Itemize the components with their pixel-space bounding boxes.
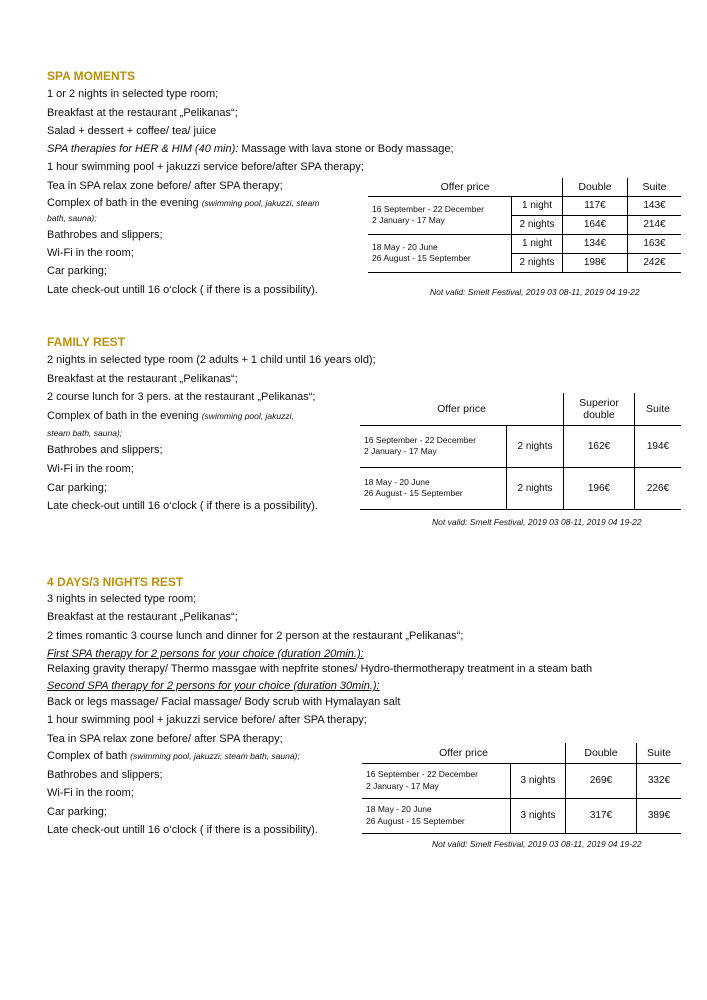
date-range: 16 September - 22 December: [366, 769, 478, 780]
date-range: 18 May - 20 June: [372, 241, 438, 252]
spa-moments-title: SPA MOMENTS: [47, 69, 136, 83]
col-double: Double: [566, 743, 637, 763]
spa-price-table: [368, 178, 681, 273]
col-suite: Suite: [637, 743, 682, 763]
spa-therapy-label: SPA therapies for HER & HIM (40 min):: [47, 143, 239, 155]
nights-cell: 1 night: [512, 234, 563, 253]
date-range: 2 January - 17 May: [372, 215, 445, 225]
nights-cell: 2 nights: [512, 215, 563, 234]
bath-text: Complex of bath in the evening: [47, 410, 202, 422]
price-suite: 389€: [637, 798, 682, 833]
days-line: 2 times romantic 3 course lunch and dinner for 2 person at the restaurant „Pelikanas“;: [47, 630, 464, 642]
spa-line: [47, 143, 454, 155]
days-line: Wi-Fi in the room;: [47, 787, 134, 799]
nights-cell: 2 nights: [512, 253, 563, 272]
date-range: 18 May - 20 June: [366, 804, 432, 815]
col-suite: Suite: [628, 178, 682, 196]
superior-label: Superior: [579, 396, 619, 409]
not-valid-note: Not valid: Smelt Festival, 2019 03 08-11, 2019 04 19-22: [430, 287, 640, 297]
days-line: 1 hour swimming pool + jakuzzi service before/ after SPA therapy;: [47, 714, 367, 726]
nights-cell: 2 nights: [507, 425, 564, 467]
family-line: Late check-out untill 16 o‘clock ( if there is a possibility).: [47, 500, 318, 512]
not-valid-note: Not valid: Smelt Festival, 2019 03 08-11, 2019 04 19-22: [432, 839, 642, 849]
spa-line: [47, 197, 319, 209]
spa-line: 1 hour swimming pool + jakuzzi service before/after SPA therapy;: [47, 161, 364, 173]
family-line: 2 nights in selected type room (2 adults + 1 child until 16 years old);: [47, 354, 376, 366]
bath-detail: (swimming pool, jakuzzi,: [201, 411, 294, 421]
days-line: Breakfast at the restaurant „Pelikanas“;: [47, 611, 238, 623]
date-range: 2 January - 17 May: [366, 780, 439, 791]
col-superior-double: [564, 393, 635, 425]
price-double: 198€: [563, 253, 628, 272]
nights-cell: 2 nights: [507, 467, 564, 509]
days-line: Late check-out untill 16 o‘clock ( if there is a possibility).: [47, 824, 318, 836]
days-rest-title: 4 DAYS/3 NIGHTS REST: [47, 575, 184, 589]
price-suite: 226€: [635, 467, 682, 509]
col-offer-price: Offer price: [362, 743, 566, 763]
season-dates: [360, 467, 507, 509]
spa-line: Wi-Fi in the room;: [47, 247, 134, 259]
nights-cell: 1 night: [512, 196, 563, 215]
bath-text: Complex of bath in the evening: [47, 197, 202, 209]
bath-text: Complex of bath: [47, 750, 131, 762]
season-dates: [362, 798, 511, 833]
price-double: 269€: [566, 763, 637, 798]
family-line: Bathrobes and slippers;: [47, 444, 163, 456]
family-line: Car parking;: [47, 482, 107, 494]
price-double: 117€: [563, 196, 628, 215]
days-line: Car parking;: [47, 806, 107, 818]
second-therapy-heading: Second SPA therapy for 2 persons for your choice (duration 30min.):: [47, 680, 380, 692]
spa-line: Car parking;: [47, 265, 107, 277]
season-dates: [368, 196, 512, 234]
spa-therapy-text: Massage with lava stone or Body massage;: [238, 143, 454, 155]
days-line: Tea in SPA relax zone before/ after SPA therapy;: [47, 733, 283, 745]
double-label: double: [583, 408, 615, 421]
col-offer-price: Offer price: [360, 393, 564, 425]
bath-detail-cont: bath, sauna);: [47, 213, 97, 223]
spa-line: Bathrobes and slippers;: [47, 229, 163, 241]
date-range: 16 September - 22 December: [364, 434, 476, 445]
season-dates: [368, 234, 512, 272]
days-line: Relaxing gravity therapy/ Thermo massgae with nepfrite stones/ Hydro-thermotherapy treatment in a steam bath: [47, 663, 593, 675]
days-line: [47, 750, 300, 762]
family-line: Breakfast at the restaurant „Pelikanas“;: [47, 373, 238, 385]
date-range: 2 January - 17 May: [364, 446, 437, 456]
bath-detail: (swimming pool, jakuzzi, steam bath, sauna);: [130, 751, 300, 761]
spa-line: Breakfast at the restaurant „Pelikanas“;: [47, 107, 238, 119]
family-line: 2 course lunch for 3 pers. at the restaurant „Pelikanas“;: [47, 391, 316, 403]
spa-line: 1 or 2 nights in selected type room;: [47, 88, 219, 100]
price-suite: 194€: [635, 425, 682, 467]
season-dates: [362, 763, 511, 798]
col-suite: Suite: [635, 393, 682, 425]
family-rest-title: FAMILY REST: [47, 335, 126, 349]
price-suite: 143€: [628, 196, 682, 215]
col-offer-price: Offer price: [368, 178, 563, 196]
days-line: Back or legs massage/ Facial massage/ Body scrub with Hymalayan salt: [47, 696, 401, 708]
spa-line: Tea in SPA relax zone before/ after SPA therapy;: [47, 180, 283, 192]
price-suite: 214€: [628, 215, 682, 234]
nights-cell: 3 nights: [511, 763, 566, 798]
price-double: 317€: [566, 798, 637, 833]
date-range: 16 September - 22 December: [372, 203, 484, 214]
price-double: 164€: [563, 215, 628, 234]
days-line: 3 nights in selected type room;: [47, 593, 197, 605]
price-suite: 242€: [628, 253, 682, 272]
price-double: 134€: [563, 234, 628, 253]
date-range: 26 August - 15 September: [364, 488, 463, 498]
family-line: Wi-Fi in the room;: [47, 463, 134, 475]
first-therapy-heading: First SPA therapy for 2 persons for your choice (duration 20min.):: [47, 648, 364, 660]
family-line: [47, 410, 294, 422]
date-range: 18 May - 20 June: [364, 476, 430, 487]
bath-detail-cont: steam bath, sauna);: [47, 428, 123, 438]
days-price-table: [362, 743, 681, 834]
not-valid-note: Not valid: Smelt Festival, 2019 03 08-11, 2019 04 19-22: [432, 517, 642, 527]
season-dates: [360, 425, 507, 467]
price-suite: 332€: [637, 763, 682, 798]
spa-line: Late check-out untill 16 o‘clock ( if there is a possibility).: [47, 284, 318, 296]
col-double: Double: [563, 178, 628, 196]
price-suite: 163€: [628, 234, 682, 253]
price-double: 162€: [564, 425, 635, 467]
date-range: 26 August - 15 September: [366, 815, 465, 826]
family-price-table: [360, 393, 681, 510]
nights-cell: 3 nights: [511, 798, 566, 833]
price-double: 196€: [564, 467, 635, 509]
date-range: 26 August - 15 September: [372, 253, 471, 263]
bath-detail: (swimming pool, jakuzzi, steam: [201, 198, 320, 208]
days-line: Bathrobes and slippers;: [47, 769, 163, 781]
spa-line: Salad + dessert + coffee/ tea/ juice: [47, 125, 217, 137]
